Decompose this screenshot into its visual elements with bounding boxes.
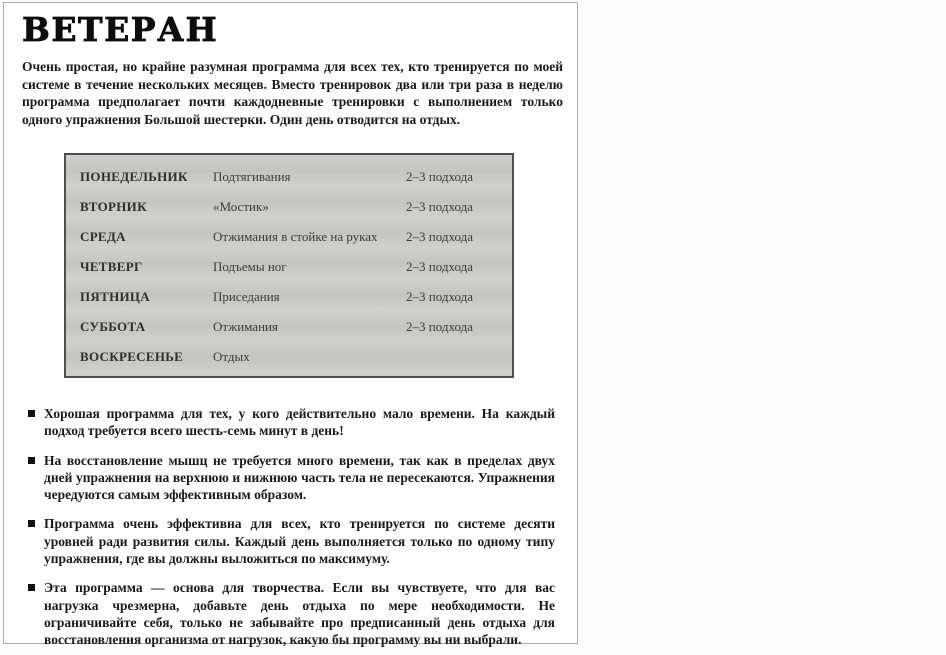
- exercise-cell: Отжимания в стойке на руках: [213, 229, 378, 244]
- table-row: [80, 342, 512, 372]
- bullet-item: [28, 579, 555, 648]
- bullet-square-icon: [28, 457, 35, 464]
- bullet-item: [28, 405, 555, 440]
- page-title: ВЕТЕРАН: [22, 10, 219, 49]
- day-cell: СУББОТА: [80, 319, 146, 334]
- bullet-list: [28, 405, 555, 649]
- bullet-text: Хорошая программа для тех, у кого действительно мало времени. На каждый подход требуется всего шесть-семь минут в день!: [44, 406, 555, 439]
- exercise-cell: Отжимания: [213, 319, 278, 334]
- day-cell: ЧЕТВЕРГ: [80, 259, 143, 274]
- table-row: [80, 312, 512, 342]
- bullet-text: Эта программа — основа для творчества. Если вы чувствуете, что для вас нагрузка чрезмерна, добавьте день отдыха по мере необходимости. Не ограничивайте себя, только не забывайте про предписанный день отдыха для восстановления организма от нагрузок, какую бы программу вы ни выбрали.: [44, 580, 555, 648]
- day-cell: ПЯТНИЦА: [80, 289, 150, 304]
- table-row: [80, 192, 512, 222]
- exercise-cell: «Мостик»: [213, 199, 269, 214]
- bullet-square-icon: [28, 520, 35, 527]
- day-cell: ВТОРНИК: [80, 199, 147, 214]
- table-row: [80, 252, 512, 282]
- day-cell: СРЕДА: [80, 229, 126, 244]
- sets-cell: 2–3 подхода: [406, 289, 473, 304]
- day-cell: ВОСКРЕСЕНЬЕ: [80, 349, 184, 364]
- intro-paragraph: Очень простая, но крайне разумная программа для всех тех, кто тренируется по моей системе в течение нескольких месяцев. Вместо тренировок два или три раза в неделю программа предполагает почти каждодневные тренировки с выполнением только одного упражнения Большой шестерки. Один день отводится на отдых.: [22, 59, 563, 127]
- exercise-cell: Подтягивания: [213, 169, 291, 184]
- sets-cell: 2–3 подхода: [406, 259, 473, 274]
- bullet-item: [28, 515, 555, 567]
- sets-cell: 2–3 подхода: [406, 319, 473, 334]
- table-row: [80, 282, 512, 312]
- book-page: [3, 2, 578, 648]
- schedule-table: [64, 153, 514, 378]
- day-cell: ПОНЕДЕЛЬНИК: [80, 169, 188, 184]
- sets-cell: 2–3 подхода: [406, 229, 473, 244]
- table-row: [80, 162, 512, 192]
- exercise-cell: Отдых: [213, 349, 250, 364]
- exercise-cell: Приседания: [213, 289, 280, 304]
- table-row: [80, 222, 512, 252]
- bullet-item: [28, 452, 555, 504]
- bullet-text: Программа очень эффективна для всех, кто тренируется по системе десяти уровней ради развития силы. Каждый день выполняется только по одному типу упражнения, где вы должны выложиться по максимуму.: [44, 516, 555, 567]
- exercise-cell: Подъемы ног: [213, 259, 287, 274]
- bullet-square-icon: [28, 410, 35, 417]
- bullet-square-icon: [28, 584, 35, 591]
- bullet-text: На восстановление мышц не требуется много времени, так как в пределах двух дней упражнения на верхнюю и нижнюю часть тела не пересекаются. Упражнения чередуются самым эффективным образом.: [44, 452, 555, 503]
- sets-cell: 2–3 подхода: [406, 169, 473, 184]
- sets-cell: 2–3 подхода: [406, 199, 473, 214]
